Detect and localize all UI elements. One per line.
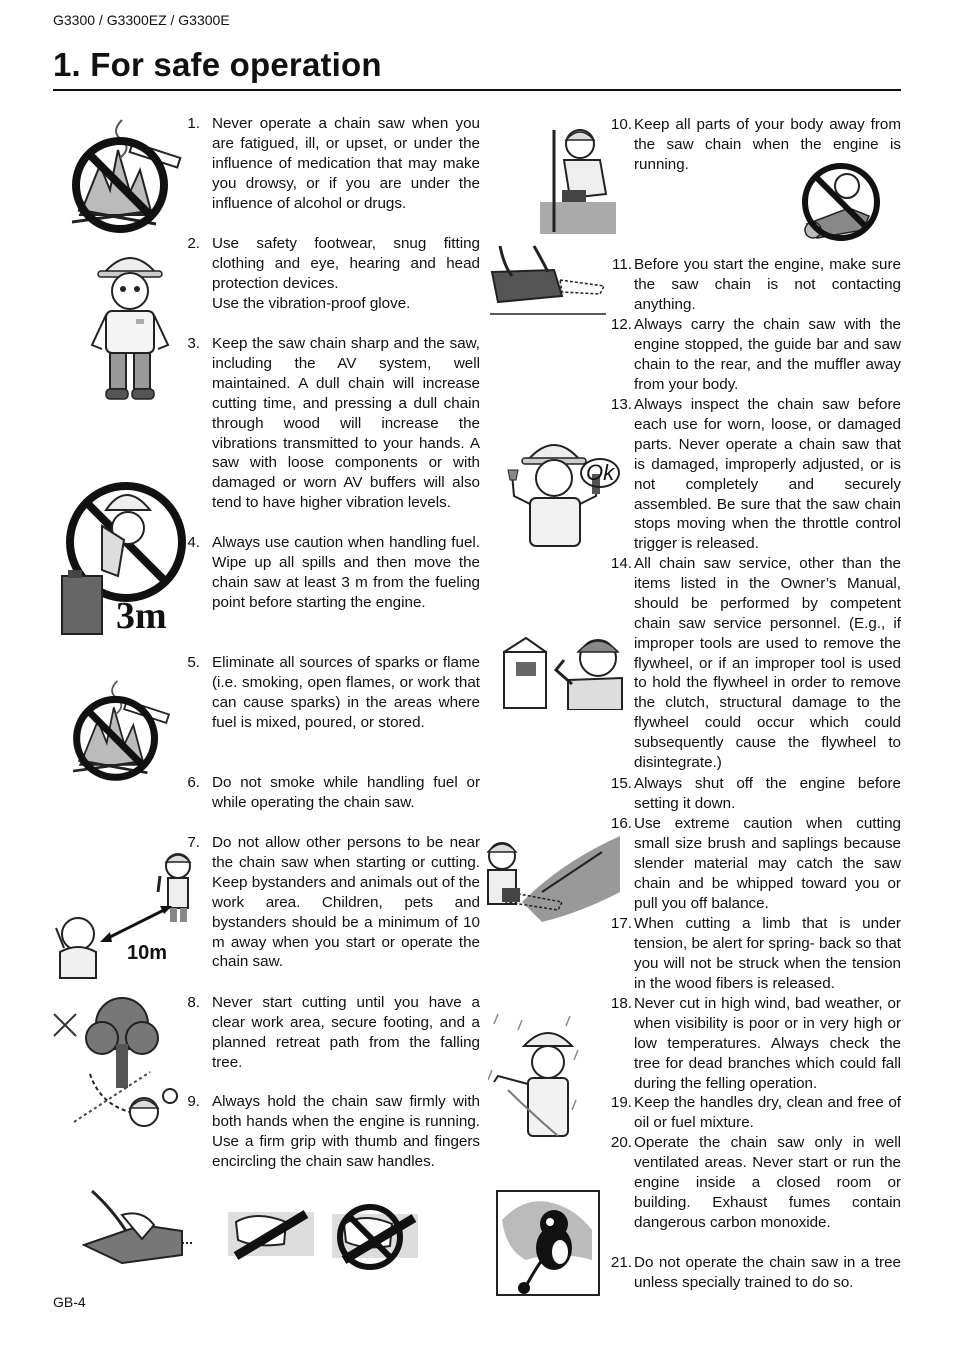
item-text: Keep all parts of your body away from the saw chain when the engine is running. <box>634 116 901 173</box>
item-text: Always hold the chain saw firmly with both hands when the engine is running. Use a firm grip with thumb and fingers encircling the chain saw handles. <box>212 1093 480 1170</box>
page-number: GB-4 <box>53 1294 86 1310</box>
item-text: Never cut in high wind, bad weather, or when visibility is poor or in very high or low temperatures. Always check the tree for dead branches which could fall during the felling operation. <box>634 995 901 1092</box>
item-text: Do not operate the chain saw in a tree unless specially trained to do so. <box>634 1254 901 1291</box>
item-number: 20. <box>610 1134 632 1151</box>
item-number: 3. <box>187 335 200 352</box>
item-text: Keep the saw chain sharp and the saw, including the AV system, well maintained. A dull chain will increase cutting time, and pressing a dull chain through wood will increase the vibrations transmitted to your hands. A saw with loose components or with damaged or worn AV buffers will also tend to have higher vibration levels. <box>212 335 480 512</box>
item-text: Eliminate all sources of sparks or flame (i.e. smoking, open flames, or work that can cause sparks) in the areas where fuel is mixed, poured, or stored. <box>212 654 480 731</box>
brush-cutting-icon <box>482 832 622 926</box>
two-hand-grip-icon <box>82 1185 194 1265</box>
incorrect-grip-prohibited-icon <box>330 1202 422 1272</box>
no-open-flame-icon <box>60 110 190 240</box>
chain-saw-starting-icon <box>490 242 606 318</box>
item-text-2: Use the vibration-proof glove. <box>212 294 411 312</box>
item-number: 14. <box>610 555 632 572</box>
item-number: 21. <box>610 1254 632 1271</box>
item-number: 19. <box>610 1094 632 1111</box>
item-text: Always shut off the engine before setting it down. <box>634 775 901 812</box>
item-number: 8. <box>187 994 200 1011</box>
page-title: 1. For safe operation <box>53 46 382 83</box>
item-text: Do not smoke while handling fuel or while operating the chain saw. <box>212 774 480 811</box>
item-number: 10. <box>610 116 632 133</box>
item-text: When cutting a limb that is under tension, be alert for spring- back so that you will not be struck when the tension in the wood fibers is released. <box>634 915 901 992</box>
protective-gear-worker-icon <box>80 245 180 405</box>
model-header: G3300 / G3300EZ / G3300E <box>53 12 230 28</box>
correct-grip-icon <box>226 1208 318 1260</box>
item-number: 13. <box>610 396 632 413</box>
prohibited-posture-icon <box>793 158 881 244</box>
item-number: 18. <box>610 995 632 1012</box>
item-number: 7. <box>187 834 200 851</box>
ok-badge: Ok <box>580 458 620 488</box>
item-number: 6. <box>187 774 200 791</box>
service-technician-icon <box>502 630 626 710</box>
item-text: Before you start the engine, make sure the saw chain is not contacting anything. <box>634 256 901 313</box>
item-text: Always carry the chain saw with the engine stopped, the guide bar and saw chain to the rear, and the muffler away from your body. <box>634 316 901 393</box>
item-text: Keep the handles dry, clean and free of oil or fuel mixture. <box>634 1094 901 1131</box>
item-number: 9. <box>187 1093 200 1110</box>
felling-retreat-path-icon <box>50 994 190 1134</box>
item-number: 15. <box>610 775 632 792</box>
no-smoking-icon <box>60 672 180 787</box>
distance-10m-label: 10m <box>127 942 168 964</box>
item-number: 11. <box>612 256 632 273</box>
item-text: Use safety footwear, snug fitting clothing and eye, hearing and head protection devices. <box>212 235 480 292</box>
item-number: 17. <box>610 915 632 932</box>
item-number: 4. <box>187 534 200 551</box>
item-number: 5. <box>187 654 200 671</box>
item-text: Operate the chain saw only in well ventilated areas. Never start or run the engine inside a closed room or building. Exhaust fumes contain dangerous carbon monoxide. <box>634 1134 901 1231</box>
item-text: Do not allow other persons to be near the chain saw when starting or cutting. Keep bystanders and animals out of the work area. Children, pets and bystanders should be a minimum of 10 m away when you start or operate the chain saw. <box>212 834 480 971</box>
item-number: 12. <box>610 316 632 333</box>
item-number: 1. <box>187 115 200 132</box>
item-text: Always inspect the chain saw before each use for worn, loose, or damaged parts. Never operate a chain saw that is damaged, improperly adjusted, or is not completely and securely assembled. Be sure that the saw chain stops moving when the throttle control trigger is released. <box>634 396 901 553</box>
item-text: Never start cutting until you have a clear work area, secure footing, and a planned retreat path from the falling tree. <box>212 994 480 1071</box>
item-text: Always use caution when handling fuel. Wipe up all spills and then move the chain saw at least 3 m from the fueling point before starting the engine. <box>212 534 480 611</box>
body-clearance-icon <box>540 124 618 236</box>
bad-weather-worker-icon <box>488 1010 588 1140</box>
item-number: 16. <box>610 815 632 832</box>
item-text: Use extreme caution when cutting small size brush and saplings because slender material may catch the saw chain and be whipped toward you or pull you off balance. <box>634 815 901 912</box>
distance-3m-label: 3m <box>116 595 167 637</box>
item-number: 2. <box>187 235 200 252</box>
inspection-worker-icon <box>502 430 612 550</box>
carbon-monoxide-warning-icon <box>496 1190 600 1296</box>
item-text: All chain saw service, other than the items listed in the Owner’s Manual, should be performed by competent chain saw service personnel. (E.g., if improper tools are used to remove the flywheel, or if an improper tool is used to hold the flywheel in order to remove the clutch, structural damage to the flywheel could occur which could subsequently cause the flywheel to disintegrate.) <box>634 555 901 772</box>
item-text: Never operate a chain saw when you are fatigued, ill, or upset, or under the influence of medication that may make you drowsy, or if you are under the influence of alcohol or drugs. <box>212 115 480 212</box>
title-rule <box>53 89 901 91</box>
